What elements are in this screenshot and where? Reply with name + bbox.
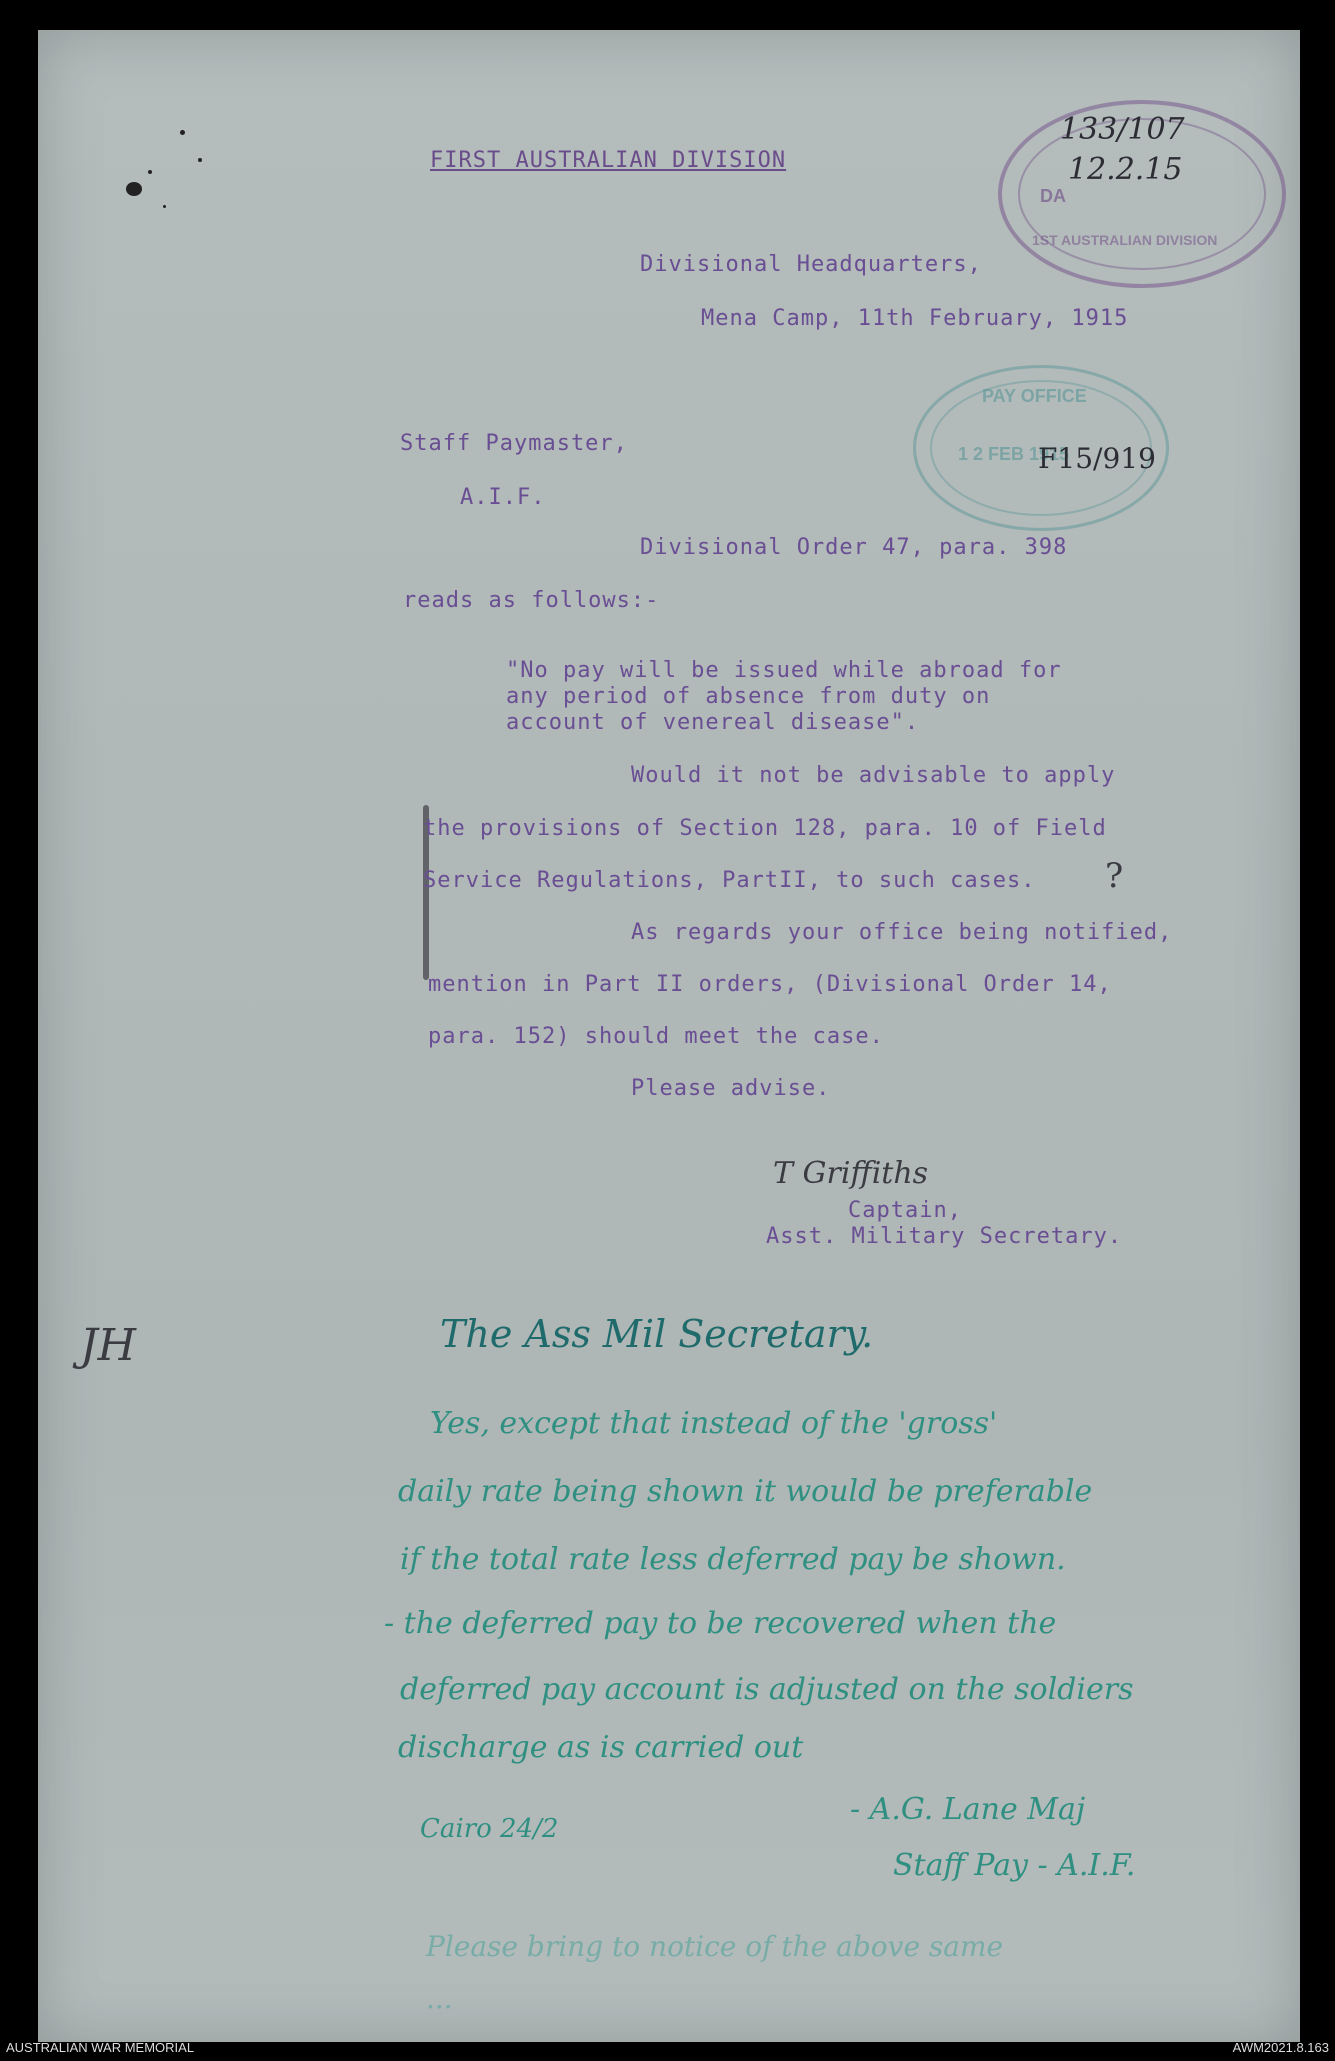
- stamp-file-number: 133/107: [1060, 112, 1185, 147]
- page-title: FIRST AUSTRALIAN DIVISION: [430, 148, 787, 173]
- annotation-line: if the total rate less deferred pay be shown.: [400, 1542, 1066, 1577]
- signature-rank: Captain,: [848, 1198, 962, 1223]
- quote-line: account of venereal disease".: [506, 710, 920, 735]
- body-line: Service Regulations, PartII, to such cases.: [423, 868, 1036, 893]
- annotation-line: discharge as is carried out: [398, 1730, 804, 1765]
- footer-credit: AUSTRALIAN WAR MEMORIAL: [6, 2040, 195, 2055]
- body-line: Would it not be advisable to apply: [631, 763, 1116, 788]
- annotation-date: Cairo 24/2: [420, 1814, 559, 1844]
- stamp-date-label: DA: [1040, 186, 1066, 206]
- body-line: Divisional Order 47, para. 398: [640, 535, 1068, 560]
- header-line-2: Mena Camp, 11th February, 1915: [701, 306, 1129, 331]
- body-line: mention in Part II orders, (Divisional Order 14,: [428, 972, 1112, 997]
- annotation-line: Yes, except that instead of the 'gross': [430, 1406, 998, 1441]
- address-line-2: A.I.F.: [460, 485, 546, 510]
- annotation-line: deferred pay account is adjusted on the soldiers: [400, 1672, 1134, 1707]
- stamp-date: 12.2.15: [1068, 152, 1183, 187]
- address-line-1: Staff Paymaster,: [400, 431, 628, 456]
- stamp-date: 1 2 FEB 1915: [958, 444, 1070, 464]
- stamp-ring-text: 1ST AUSTRALIAN DIVISION: [1032, 232, 1218, 248]
- faint-annotation-line: ...: [426, 1982, 453, 2015]
- document-page: [38, 30, 1300, 2042]
- annotation-addressee: The Ass Mil Secretary.: [440, 1312, 874, 1356]
- annotation-line: - the deferred pay to be recovered when the: [384, 1606, 1057, 1641]
- footer-accession: AWM2021.8.163: [1232, 2040, 1329, 2055]
- pencil-initials: JH: [80, 1320, 137, 1371]
- pencil-question-mark: ?: [1105, 856, 1124, 896]
- header-line-1: Divisional Headquarters,: [640, 252, 982, 277]
- body-line: Please advise.: [631, 1076, 831, 1101]
- annotation-line: daily rate being shown it would be preferable: [398, 1474, 1093, 1509]
- reference-number: F15/919: [1038, 442, 1156, 475]
- annotation-signature: - A.G. Lane Maj: [850, 1792, 1086, 1827]
- signature-title: Asst. Military Secretary.: [766, 1224, 1123, 1249]
- quote-line: any period of absence from duty on: [506, 684, 991, 709]
- stamp-ring-text: PAY OFFICE: [982, 386, 1087, 406]
- faint-annotation-line: Please bring to notice of the above same: [426, 1930, 1004, 1963]
- signature: T Griffiths: [773, 1156, 929, 1191]
- body-line: para. 152) should meet the case.: [428, 1024, 884, 1049]
- body-line: reads as follows:-: [403, 588, 660, 613]
- annotation-signature: Staff Pay - A.I.F.: [893, 1848, 1136, 1883]
- quote-line: "No pay will be issued while abroad for: [506, 658, 1062, 683]
- body-line: As regards your office being notified,: [631, 920, 1173, 945]
- body-line: the provisions of Section 128, para. 10 of Field: [423, 816, 1107, 841]
